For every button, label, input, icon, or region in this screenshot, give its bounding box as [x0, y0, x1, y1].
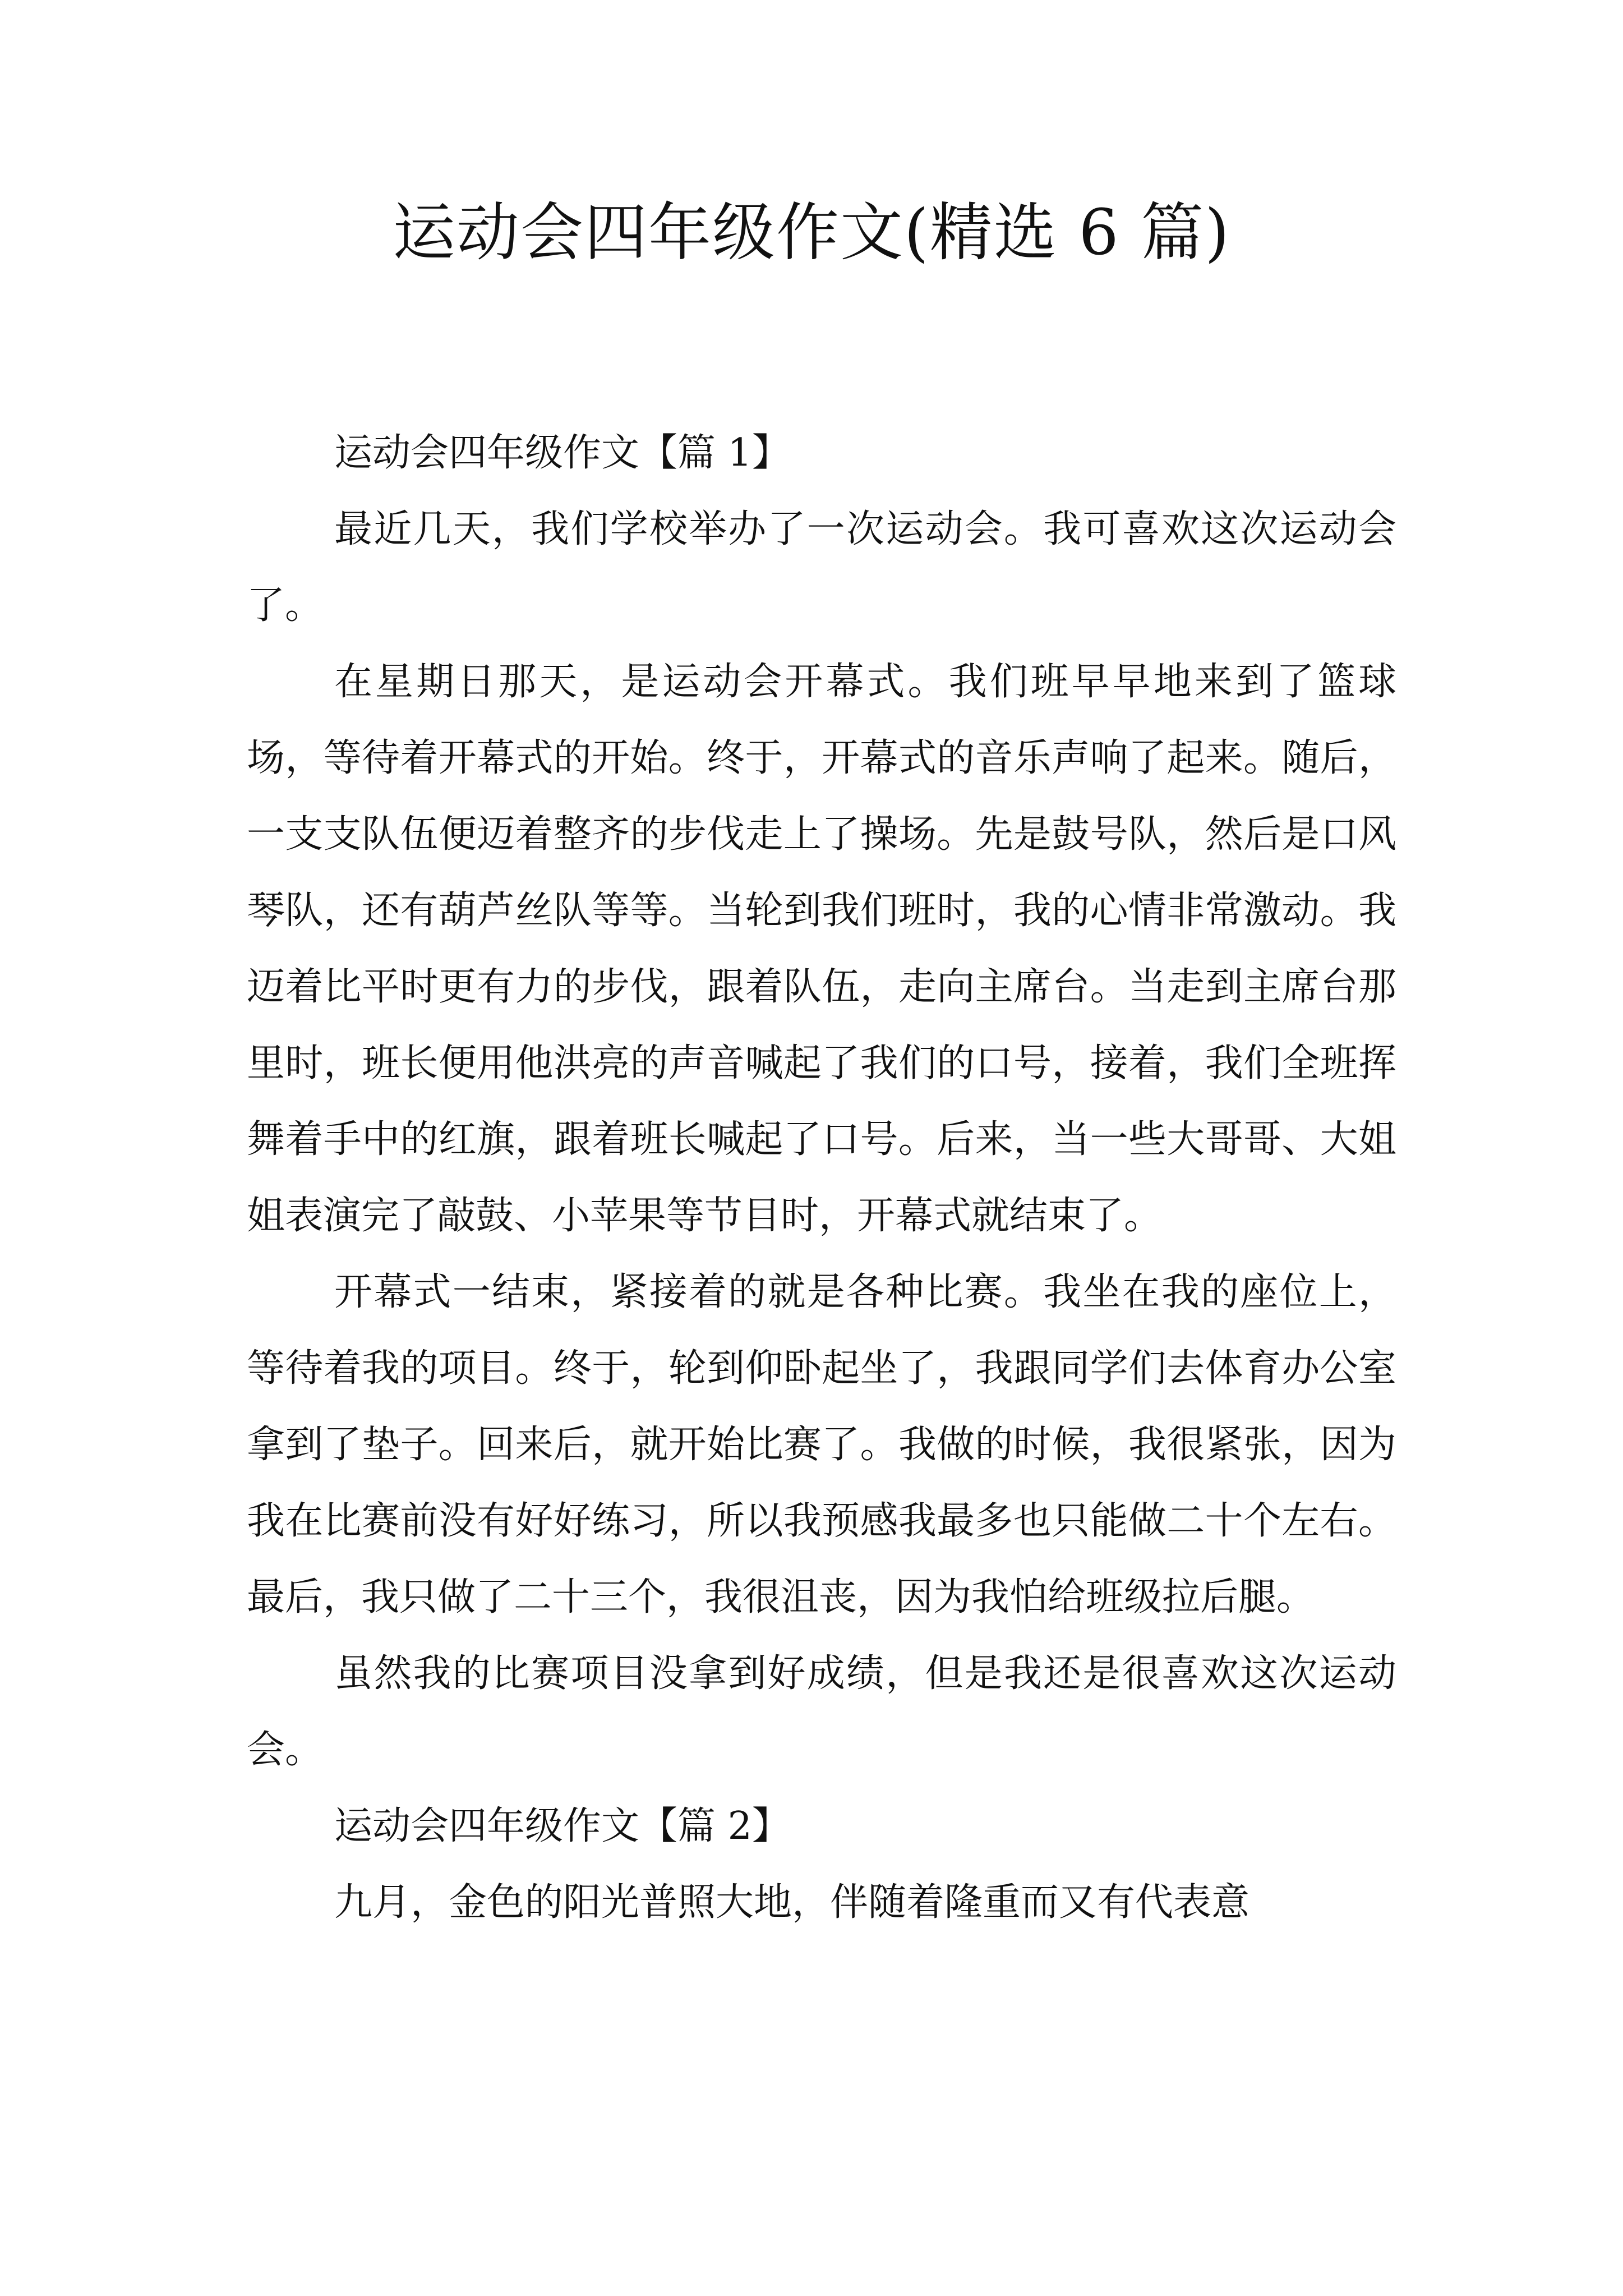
paragraph: 最近几天，我们学校举办了一次运动会。我可喜欢这次运动会了。	[247, 507, 1396, 628]
document-body	[247, 415, 1396, 1941]
paragraph: 开幕式一结束，紧接着的就是各种比赛。我坐在我的座位上，等待着我的项目。终于，轮到仰卧起坐了，我跟同学们去体育办公室拿到了垫子。回来后，就开始比赛了。我做的时候，我很紧张，因为我在比赛前没有好好练习，所以我预感我最多也只能做二十个左右。最后，我只做了二十三个，我很沮丧，因为我怕给班级拉后腿。	[247, 1270, 1396, 1619]
paragraph: 九月，金色的阳光普照大地，伴随着隆重而又有代表意	[334, 1880, 1250, 1925]
section-heading-2: 运动会四年级作文【篇 2】	[334, 1804, 790, 1848]
paragraph: 在星期日那天，是运动会开幕式。我们班早早地来到了篮球场，等待着开幕式的开始。终于，开幕式的音乐声响了起来。随后，一支支队伍便迈着整齐的步伐走上了操场。先是鼓号队，然后是口风琴队，还有葫芦丝队等等。当轮到我们班时，我的心情非常激动。我迈着比平时更有力的步伐，跟着队伍，走向主席台。当走到主席台那里时，班长便用他洪亮的声音喊起了我们的口号，接着，我们全班挥舞着手中的红旗，跟着班长喊起了口号。后来，当一些大哥哥、大姐姐表演完了敲鼓、小苹果等节目时，开幕式就结束了。	[247, 660, 1396, 1238]
paragraph: 虽然我的比赛项目没拿到好成绩，但是我还是很喜欢这次运动会。	[247, 1651, 1396, 1772]
section-heading-1: 运动会四年级作文【篇 1】	[334, 431, 790, 475]
document-title: 运动会四年级作文(精选 6 篇)	[393, 196, 1230, 269]
